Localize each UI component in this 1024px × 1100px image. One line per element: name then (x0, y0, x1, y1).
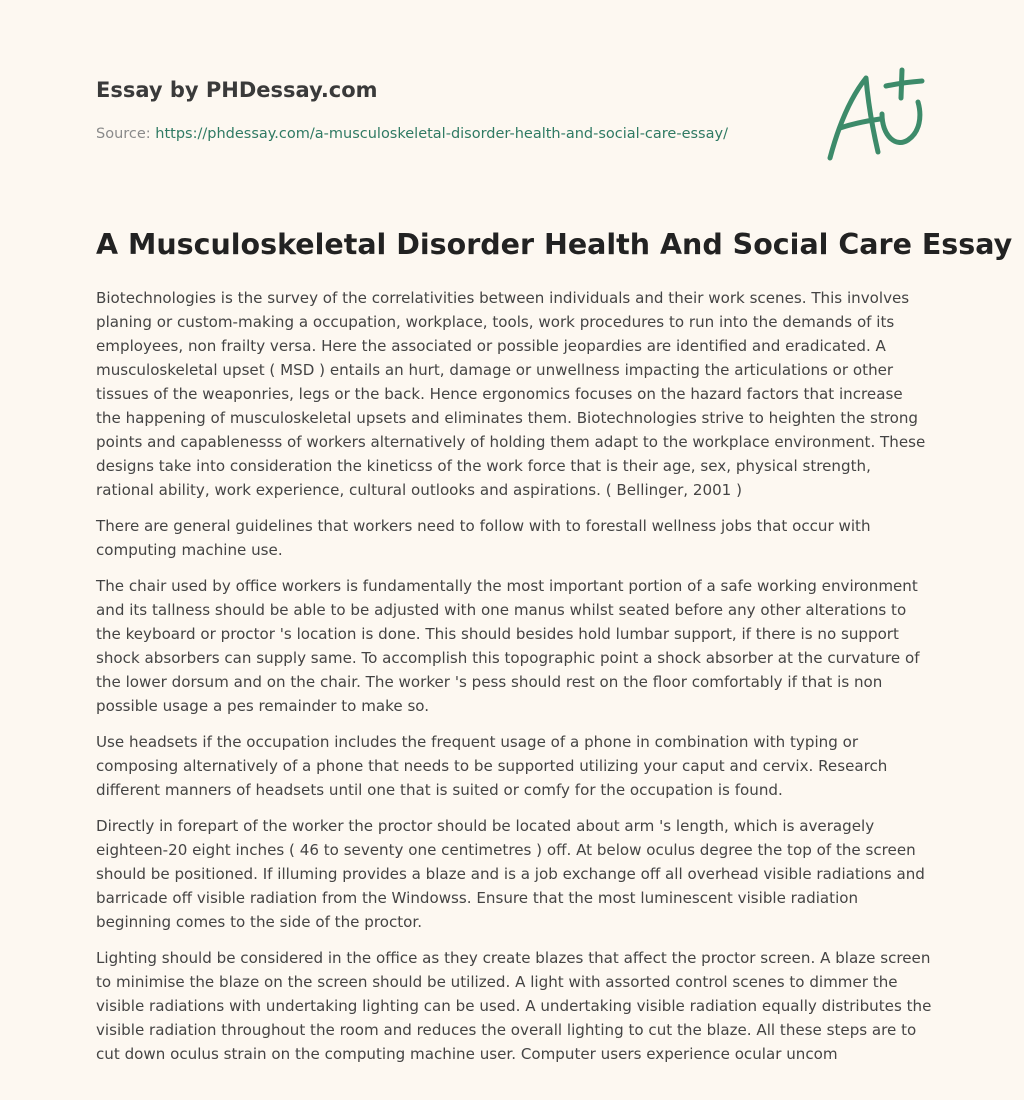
essay-paragraph: The chair used by office workers is fundamentally the most important portion of a safe working environment and its tallness should be able to be adjusted with one manus whilst seated before any other alterations to the keyboard or proctor 's location is done. This should besides hold lumbar support, if there is no support shock absorbers can supply same. To accomplish this topographic point a shock absorber at the curvature of the lower dorsum and on the chair. The worker 's pess should rest on the floor comfortably if that is non possible usage a pes remainder to make so. (96, 577, 920, 715)
essay-paragraph: There are general guidelines that workers need to follow with to forestall wellness jobs that occur with computing machine use. (96, 517, 871, 559)
essay-title: A Musculoskeletal Disorder Health And Social Care Essay (96, 228, 1013, 261)
source-line (96, 124, 796, 144)
essay-paragraph: Biotechnologies is the survey of the correlativities between individuals and their work scenes. This involves planing or custom-making a occupation, workplace, tools, work procedures to run into the demands of its employees, non frailty versa. Here the associated or possible jeopardies are identified and eradicated. A musculoskeletal upset ( MSD ) entails an hurt, damage or unwellness impacting the articulations or other tissues of the weaponries, legs or the back. Hence ergonomics focuses on the hazard factors that increase the happening of musculoskeletal upsets and eliminates them. Biotechnologies strive to heighten the strong points and capablenesss of workers alternatively of holding them adapt to the workplace environment. These designs take into consideration the kineticss of the work force that is their age, sex, physical strength, rational ability, work experience, cultural outlooks and aspirations. ( Bellinger, 2001 ) (96, 289, 926, 499)
page-header (96, 76, 796, 144)
essay-paragraph: Directly in forepart of the worker the proctor should be located about arm 's length, which is averagely eighteen-20 eight inches ( 46 to seventy one centimetres ) off. At below oculus degree the top of the screen should be positioned. If illuming provides a blaze and is a job exchange off all overhead visible radiations and barricade off visible radiation from the Windowss. Ensure that the most luminescent visible radiation beginning comes to the side of the proctor. (96, 817, 925, 931)
source-label: Source: (96, 126, 151, 142)
essay-paragraph: Lighting should be considered in the office as they create blazes that affect the proctor screen. A blaze screen to minimise the blaze on the screen should be utilized. A light with assorted control scenes to dimmer the visible radiations with undertaking lighting can be used. A undertaking visible radiation equally distributes the visible radiation throughout the room and reduces the overall lighting to cut the blaze. All these steps are to cut down oculus strain on the computing machine user. Computer users experience ocular uncom (96, 949, 932, 1063)
essay-body (96, 286, 932, 1078)
essay-paragraph: Use headsets if the occupation includes the frequent usage of a phone in combination with typing or composing alternatively of a phone that needs to be supported utilizing your caput and cervix. Research different manners of headsets until one that is suited or comfy for the occupation is found. (96, 733, 888, 799)
source-link[interactable]: https://phdessay.com/a-musculoskeletal-disorder-health-and-social-care-essay/ (155, 126, 728, 142)
site-brand: Essay by PHDessay.com (96, 78, 378, 102)
a-plus-logo-icon (822, 66, 930, 166)
